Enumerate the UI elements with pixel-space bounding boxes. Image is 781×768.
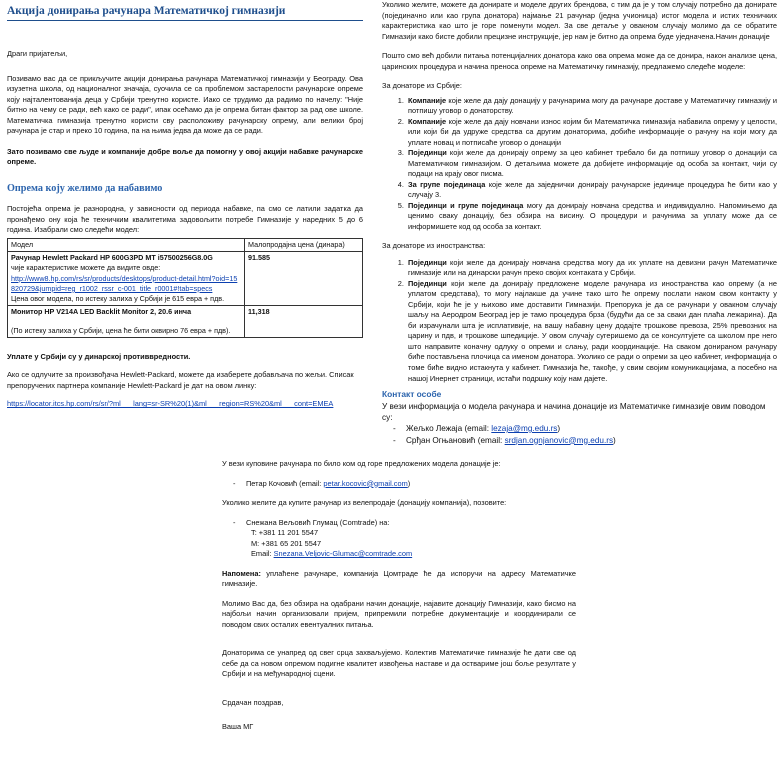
signature: Ваша МГ <box>222 722 254 732</box>
greeting: Драги пријатељи, <box>7 49 68 59</box>
monitor-price: 11,318 <box>245 306 363 337</box>
list-item: 2. Појединци који желе да донирају предложене моделе рачунара из иностранства као опрему (а не уплатом средстава), то могу најлакше да учине тако што ће опрему послати наком свом контакту у Србији, који ће је у њихово име доставити Гимназији. Препорука је да се рачунари у овакном случају шаљу на Аеродром Београд јер је тамо процедура брза (будући да се за сваки дан плаћа лежарина). Да би израчунали шта је исплативије, на вашу набавну цену додајте трошкове превоза, 25% превозних на царину и пдв, и трошкове шпедиције. У овом случају сугеришемо да се консултујете са школом пре него што направите коначну одлуку о опреми и слању, ради координације. На сваком донираном рачунару биће постављена плочица са именом донатора. Уколико се ради о опреми за цео кабинет, информација о томе биће видно истакнута у кабинет. Гимназија ће, такође, у свим својим комуникацијама, а посебно на нашој Инернет страници, истаћи подршку коју нам дајете. <box>406 279 777 384</box>
serbia-donor-list <box>382 96 777 233</box>
left-column <box>7 3 363 410</box>
computer-price: 91.585 <box>245 252 363 306</box>
list-item: 3. Појединци који желе да донирају опрему за цео кабинет требало би да потпишу уговор о донацији са Математичком гимназијом. О детаљима можете да добијете информације од особа за контакт, чији су подаци на крају овог писма. <box>406 148 777 180</box>
contact-item: - Петар Кочовић (email: petar.kocovic@gmail.com) <box>233 478 411 488</box>
table-header-row <box>8 239 363 252</box>
contact-intro: У вези информација о модела рачунара и начина донације из Математичке гимназије овим поводом су: <box>382 401 766 422</box>
comtrade-phone-t: T: +381 11 201 5547 <box>251 528 319 538</box>
monitor-price-note: (По истеку залиха у Србији, цена ће бити оквирно 76 евра + пдв). <box>11 325 231 335</box>
section-title-equipment: Опрема коју желимо да набавимо <box>7 182 163 194</box>
contact-item: - Жељко Лежаја (email: lezaja@mg.edu.rs) <box>393 424 561 434</box>
bullet-dash-icon: - <box>233 517 236 527</box>
comtrade-phone-m: M: +381 65 201 5547 <box>251 538 322 548</box>
list-item: 4. За групе појединаца које желе да заједнички донирају рачунарске јединице процедура ће бити као у случају 3. <box>406 180 777 201</box>
computer-spec-text: чије карактеристике можете да видите овде: <box>11 263 161 273</box>
table-header-price: Малопродајна цена (динара) <box>245 239 363 252</box>
contact-email-link[interactable]: srdjan.ognjanovic@mg.edu.rs <box>504 435 614 445</box>
call-to-action: Зато позивамо све људе и компаније добре воље да помогну у овој акцији набавке рачунарске опреме. <box>7 146 363 167</box>
contact-list <box>382 423 777 446</box>
computer-price-note: Цена овог модела, по истеку залиха у Србији је 615 евра + пдв. <box>11 294 225 304</box>
closing-regards: Срдачан поздрав, <box>222 697 284 707</box>
wholesale-intro: Уколико желите да купите рачунар из велепродаје (донацију компанија), позовите: <box>222 498 507 508</box>
list-item: 1. Компаније које желе да дају донацију у рачунарима могу да рачунаре доставе у Математичку гимназију и потпишу уговор о донаторству. <box>406 96 777 117</box>
intro-paragraph: Позивамо вас да се прикључите акцији донирања рачунара Математичкој гимназији у Београду. Ова изузетна школа, од националног значаја, суочила се са проблемом застарелости рачунарске опреме коју најталентованија деца у Србији тренутно користе. Иако се трудимо да радимо по начелу: "Није битно на чему се ради, већ како се ради", ипак осећамо да је опрема битан фактор за рад ове школе. Математичка гимназија тренутно користи сву расположиву рачунарску опрему, али велики број рачунара је стар и преко 10 година, па на њима једва да може да се ради. <box>7 73 363 136</box>
list-item: 5. Појединци и групе појединаца могу да донирају новчана средства и индивидуално. Напомињемо да ценимо сваку донацију, без обзира на висину. О процедури и рачунима за уплату може да се информишете код од особа за контакт. <box>406 201 777 233</box>
bullet-dash-icon: - <box>393 424 396 434</box>
hp-product-link[interactable]: http://www8.hp.com/rs/sr/products/desktops/product-detail.html?oid=15820729&jumpid=reg_r1002_rssr_c-001_title_r0001#!tab=specs <box>11 273 238 293</box>
list-item: 1. Појединци који желе да донирају новчана средства могу да их уплате на девизни рачун Математичке гимназије или на динарски рачун преко својих контаката у Србији. <box>406 258 777 279</box>
monitor-model-name: Монитор HP V214A LED Backlit Monitor 2, 20.6 инча <box>11 307 192 317</box>
kocovic-contact <box>222 479 576 490</box>
contact-item: - Срђан Огњановић (email: srdjan.ognjanovic@mg.edu.rs) <box>393 435 616 445</box>
bullet-dash-icon: - <box>233 478 236 488</box>
delivery-note: Напомена: уплаћене рачунаре, компанија Цомтраде ће да испоручи на адресу Математичке гимназије. <box>222 568 576 589</box>
donation-models-paragraph: Пошто смо већ добили питања потенцијалних донатора како ова опрема може да се донира, након анализе цена, царинских процедура и начина преноса опреме на Математичку гимназију, предлажемо следеће моделе: <box>382 51 777 71</box>
equipment-intro: Постојећа опрема је разнородна, у зависности од периода набавке, па смо се латили задатка да пронађемо ону која ће техничким квалитетима задовољити потребе Гимназије у наредних 5 до 6 година. Изабрали смо следећи модел: <box>7 204 363 235</box>
computer-model-name: Рачунар Hewlett Packard HP 600G3PD MT i57500256G8.0G <box>11 253 213 263</box>
abroad-heading: За донаторе из иностранства: <box>382 241 486 251</box>
table-row <box>8 252 363 306</box>
list-item: 2. Компаније које желе да дају новчани износ којим би Математичка гимназија набавила опрему у целости, или који би да удруже средства са другим донаторима, добиће информације о рачуну на који могу да уплате новац и потписаће уговор о донацији <box>406 117 777 149</box>
table-header-model: Модел <box>8 239 245 252</box>
contact-item: - Снежана Вељовић Глумац (Comtrade) на: <box>233 517 390 527</box>
table-cell-model <box>8 252 245 306</box>
right-column <box>382 0 777 446</box>
comtrade-email-link[interactable]: Snezana.Veljovic-Glumac@comtrade.com <box>273 549 413 559</box>
comtrade-contact <box>222 518 576 529</box>
thanks-paragraph: Донаторима се унапред од свег срца захваљујемо. Колектив Математичке гимназије ће дати све од себе да са новом опремом подигне квалитет извођења наставе и да оствариме још боље резултате у Србији и на међународној сцени. <box>222 648 576 679</box>
serbia-heading: За донаторе из Србије: <box>382 81 462 91</box>
comtrade-email: Email: Snezana.Veljovic-Glumac@comtrade.com <box>251 549 413 559</box>
announce-request: Молимо Вас да, без обзира на одабрани начин донације, најавите донацију Гимназији, како бисмо на најбољи начин организовали пријем, припремили потребне документације и координирали се поводом свих осталих евентуалних питања. <box>222 598 576 629</box>
table-row <box>8 306 363 337</box>
bullet-dash-icon: - <box>393 435 396 445</box>
comtrade-details <box>222 528 576 560</box>
other-brands-paragraph: Уколико желите, можете да донирате и моделе других брендова, с тим да је у том случају потребно да донирате (појединачно или као група донатора) најмање 21 рачунар (једна учионица) истог модела и истих техничких карактеристика као што је горе поменути модел. За све детаље у овакном случају молимо да се обратите Гимназији како бисте добили прецизне инструкције, јер нам је битно да опрема буде уједначена.Начин донације <box>382 0 777 41</box>
contact-email-link[interactable]: lezaja@mg.edu.rs <box>491 424 558 434</box>
payment-note: Уплате у Србији су у динарској противвредности. <box>7 351 191 361</box>
hp-partners-link[interactable]: https://locator.itcs.hp.com/rs/sr/?ml___lang=sr-SR%20(1)&ml___region=RS%20&ml___cont=EMEA <box>7 399 334 409</box>
other-supplier-text: Ако се одлучите за произвођача Hewlett-Packard, можете да изаберете добављача по жељи. Списак препоручених партнера компаније Hewlett-Packard је дат на овом линку: <box>7 370 354 390</box>
buy-intro: У вези куповине рачунара по било ком од горе предложених модела донације је: <box>222 459 501 468</box>
table-cell-model <box>8 306 245 337</box>
contact-title: Контакт особе <box>382 389 442 400</box>
purchase-section <box>222 459 576 733</box>
page-title: Акција донирања рачунара Математичкој гимназији <box>7 3 363 21</box>
kocovic-email-link[interactable]: petar.kocovic@gmail.com <box>323 478 408 488</box>
equipment-table <box>7 238 363 338</box>
abroad-donor-list <box>382 258 777 384</box>
